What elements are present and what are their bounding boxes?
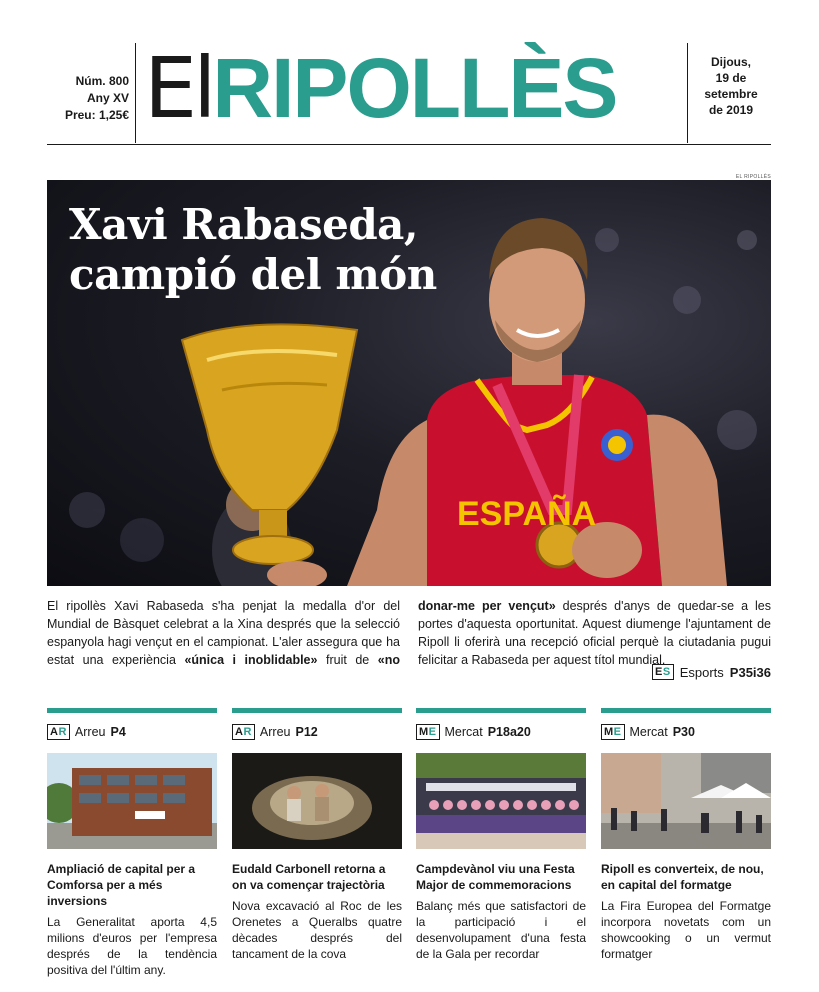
date-line: 19 de bbox=[715, 71, 747, 85]
player-left-arm bbox=[347, 420, 427, 586]
masthead bbox=[47, 40, 771, 145]
issue-year: Any XV bbox=[86, 91, 129, 105]
logo-name: RIPOLLÈS bbox=[212, 41, 617, 135]
masthead-divider-right bbox=[687, 43, 688, 143]
section-tag: AR bbox=[47, 724, 70, 740]
column-section-label: ME Mercat P18a20 bbox=[416, 723, 586, 741]
column-section-label: AR Arreu P12 bbox=[232, 723, 402, 741]
section-tag: ME bbox=[416, 724, 440, 740]
teaser-column[interactable] bbox=[232, 708, 402, 968]
section-tag: AR bbox=[232, 724, 255, 740]
lead-article bbox=[47, 597, 771, 669]
column-text: Balanç més que satisfactori de la participació i el desenvolupament d'una festa de la Gala per recordar bbox=[416, 899, 586, 961]
date-month: setembre bbox=[704, 87, 758, 101]
lead-text-a: El ripollès Xavi Rabaseda s'ha penjat la medalla d'or del Mundial de Bàsquet celebrat a la Xina després que la selecció espanyola hagi vençut en el campionat. L'aler assegura que ha estat una experiència bbox=[47, 599, 400, 667]
date-day: Dijous, bbox=[710, 55, 751, 69]
column-accent-bar bbox=[232, 708, 402, 713]
lead-quote-1: «única i inoblidable» bbox=[184, 653, 318, 667]
column-title[interactable]: Ripoll es converteix, de nou, en capital del formatge bbox=[601, 862, 764, 892]
section-tag: ME bbox=[601, 724, 625, 740]
sports-section-link[interactable] bbox=[652, 664, 771, 680]
masthead-divider-left bbox=[135, 43, 136, 143]
newspaper-logo[interactable] bbox=[144, 39, 617, 137]
column-section-label: AR Arreu P4 bbox=[47, 723, 217, 741]
headline-line-2: campió del món bbox=[69, 250, 437, 299]
festival-photo[interactable] bbox=[416, 753, 586, 849]
column-text: La Generalitat aporta 4,5 milions d'euros per l'empresa després de la tendència positiva del l'últim any. bbox=[47, 915, 217, 977]
headline bbox=[69, 200, 437, 300]
column-accent-bar bbox=[601, 708, 771, 713]
cave-photo[interactable] bbox=[232, 753, 402, 849]
column-section-label: ME Mercat P30 bbox=[601, 723, 771, 741]
lead-text-b: fruit de bbox=[317, 653, 378, 667]
factory-photo[interactable] bbox=[47, 753, 217, 849]
issue-date bbox=[691, 54, 771, 118]
lead-quote-2: «no donar-me per vençut» bbox=[377, 599, 556, 667]
column-title[interactable]: Campdevànol viu una Festa Major de commemoracions bbox=[416, 862, 575, 892]
issue-number: Núm. 800 bbox=[75, 74, 129, 88]
column-title[interactable]: Ampliació de capital per a Comforsa per a més inversions bbox=[47, 862, 196, 908]
headline-line-1: Xavi Rabaseda, bbox=[69, 200, 419, 249]
issue-info bbox=[47, 73, 129, 124]
teaser-column[interactable] bbox=[416, 708, 586, 968]
section-tag: ES bbox=[652, 664, 674, 680]
trophy bbox=[182, 324, 357, 586]
column-text: Nova excavació al Roc de les Orenetes a Queralbs quatre dècades després del tancament de la cova bbox=[232, 899, 402, 961]
date-year: de 2019 bbox=[708, 103, 754, 117]
teaser-column[interactable] bbox=[601, 708, 771, 968]
jersey-text: ESPAÑA bbox=[457, 495, 597, 533]
teaser-column[interactable] bbox=[47, 708, 217, 977]
section-name: Esports bbox=[679, 664, 724, 680]
column-title[interactable]: Eudald Carbonell retorna a on va començar trajectòria bbox=[232, 862, 386, 892]
photo-credit: EL RIPOLLÈS bbox=[735, 174, 771, 180]
lead-text-c: després d'anys de quedar-se a les portes d'aquesta oportunitat. Aquest diumenge l'ajuntament de Ripoll li oferirà una recepció oficial perquè la ciutadania pugui felicitar a Rabaseda per aquest títol mundial. bbox=[418, 599, 772, 667]
hero-photo[interactable] bbox=[47, 180, 771, 586]
issue-price: Preu: 1,25€ bbox=[64, 108, 129, 122]
section-pages: P35i36 bbox=[729, 664, 771, 680]
cheese-fair-photo[interactable] bbox=[601, 753, 771, 849]
column-accent-bar bbox=[416, 708, 586, 713]
column-accent-bar bbox=[47, 708, 217, 713]
logo-el: El bbox=[144, 39, 213, 137]
column-text: La Fira Europea del Formatge incorpora novetats com un showcooking o un vermut formatger bbox=[601, 899, 771, 961]
